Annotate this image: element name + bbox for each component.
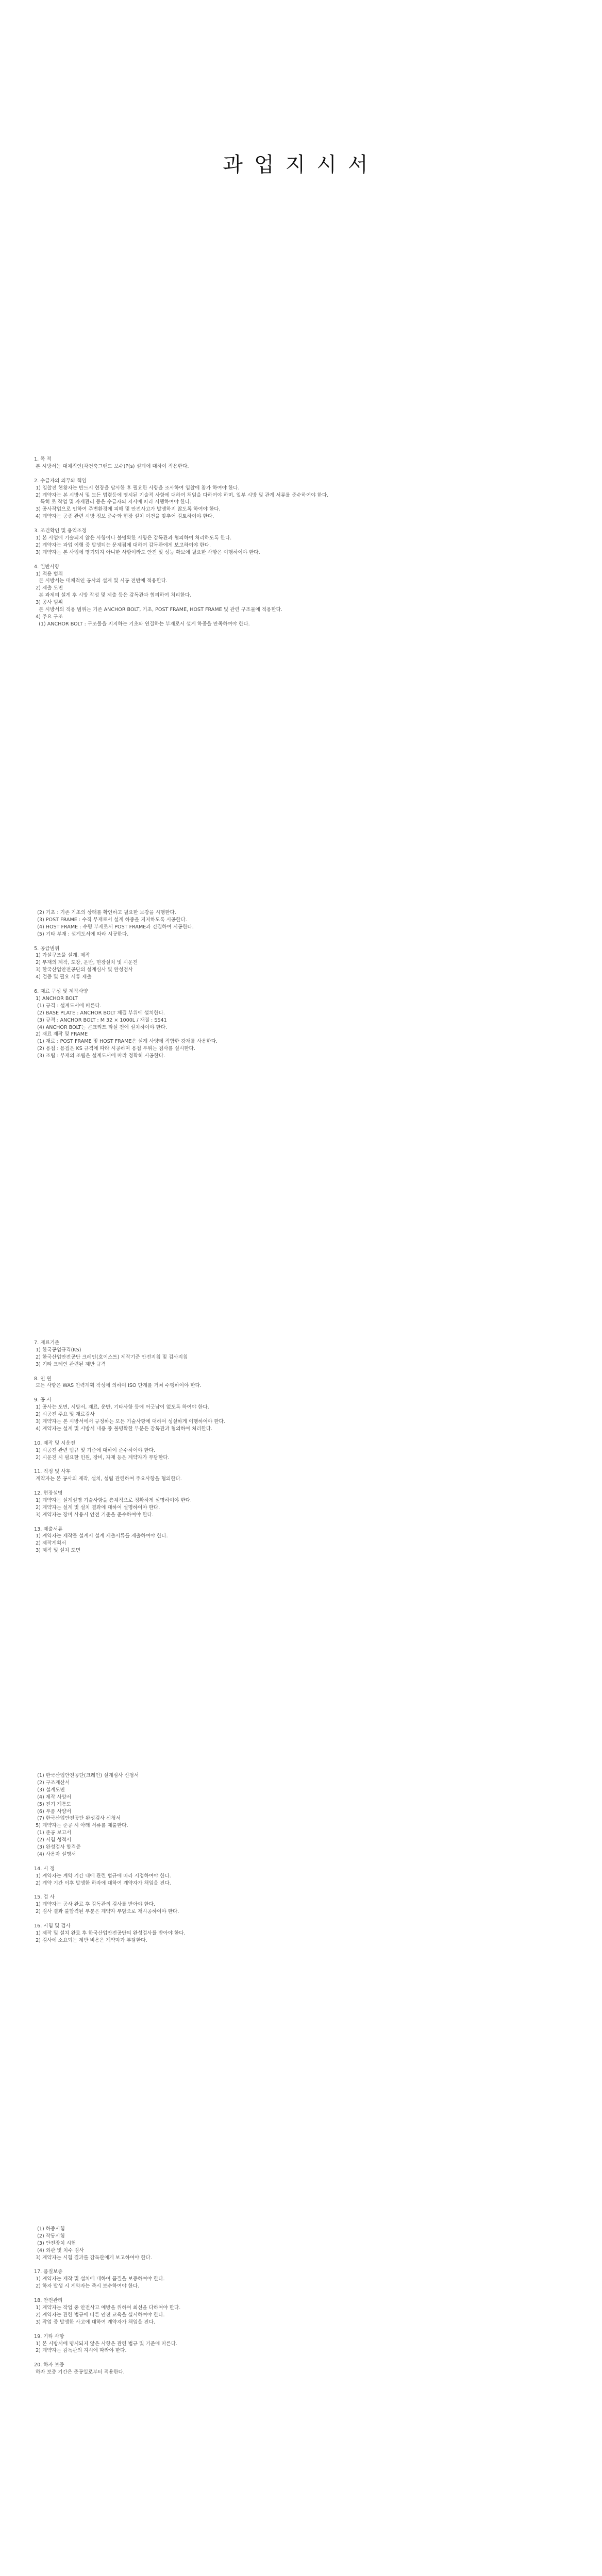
section-inspection <box>34 1772 570 1944</box>
section-materials <box>34 1340 570 1554</box>
section-text: 7. 재료기준 1) 한국공업규격(KS) 2) 한국산업안전공단 크레인(호이스트) 제작기준 안전지침 및 검사지침 3) 기타 크레인 관련된 제반 규격 8. 인 원 모든 사항은 WAS 인력계획 작성에 의하여 ISO 단계를 거쳐 수행하여야 한다. 9. 공 사 1) 공사는 도면, 시방서, 재료, 운반, 기타사항 등에 어긋남이 없도록 하여야 한다. 2) 시공전 주요 및 재료검사 3) 계약자는 본 시방서에서 규정하는 모든 기술사항에 대하여 성실하게 이행하여야 한다. 4) 계약자는 설계 및 시방서 내용 중 불명확한 부분은 감독관과 협의하여 처리한다. 10. 제작 및 시운전 1) 시공전 관련 법규 및 기준에 대하여 준수하여야 한다. 2) 시운전 시 필요한 인원, 장비, 자재 등은 계약자가 부담한다. 11. 적정 및 사후 계약자는 본 공사의 제작, 설치, 설립 관련하여 주요사항을 협의한다. 12. 현장설명 1) 계약자는 설계설명 기술사항을 총체적으로 정확하게 설명하여야 한다. 2) 계약자는 설계 및 설치 결과에 대하여 설명하여야 한다. 3) 계약자는 장비 사용시 안전 기준을 준수하여야 한다. 13. 제출서류 1) 계약자는 제작물 설계시 설계 제출서류를 제출하여야 한다. 2) 제작계획서 3) 제작 및 설치 도면 <box>34 1340 225 1554</box>
section-text: (1) 하중시험 (2) 작동시험 (3) 안전장치 시험 (4) 외관 및 치수 검사 3) 계약자는 시험 결과를 감독관에게 보고하여야 한다. 17. 품질보증 1) 계약자는 제작 및 설치에 대하여 품질을 보증하여야 한다. 2) 하자 발생 시 계약자는 즉시 보수하여야 한다. 18. 안전관리 1) 계약자는 작업 중 안전사고 예방을 위하여 최선을 다하여야 한다. 2) 계약자는 관련 법규에 따른 안전 교육을 실시하여야 한다. 3) 작업 중 발생한 사고에 대하여 계약자가 책임을 진다. 19. 기타 사항 1) 본 시방서에 명시되지 않은 사항은 관련 법규 및 기준에 따른다. 2) 계약자는 감독관의 지시에 따라야 한다. 20. 하자 보증 하자 보증 기간은 준공일로부터 적용한다. <box>34 2226 181 2376</box>
section-text: (2) 기초 : 기존 기초의 상태를 확인하고 필요한 보강을 시행한다. (3) POST FRAME : 수직 부재로서 설계 하중을 지지하도록 시공한다. (4) HOST FRAME : 수평 부재로서 POST FRAME과 긴결하여 시공한다. (5) 기타 부재 : 설계도서에 따라 시공한다. 5. 공급범위 1) 가설구조물 설계, 제작 2) 부재의 제작, 도장, 운반, 현장설치 및 시운전 3) 한국산업안전공단의 설계심사 및 완성검사 4) 검증 및 필요 서류 제출 6. 재료 구성 및 제작사양 1) ANCHOR BOLT (1) 규격 : 설계도서에 따른다. (2) BASE PLATE : ANCHOR BOLT 체결 부위에 설치한다. (3) 규격 : ANCHOR BOLT : M 32 × 1000L / 재질 : SS41 (4) ANCHOR BOLT는 콘크리트 타설 전에 설치하여야 한다. 2) 재료 제작 및 FRAME (1) 재료 : POST FRAME 및 HOST FRAME은 설계 사양에 적합한 강재를 사용한다. (2) 용접 : 용접은 KS 규격에 따라 시공하며 용접 부위는 검사를 실시한다. (3) 조립 : 부재의 조립은 설계도서에 따라 정확히 시공한다. <box>34 910 218 1059</box>
section-tests <box>34 2226 570 2376</box>
page-title: 과업지시서 <box>223 153 379 177</box>
section-standards <box>34 909 570 1060</box>
section-text: 1. 목 적 본 시방서는 대체적인(각건축그랜드 보수)P(s) 설계에 대하여 적용한다. 2. 수급자의 의무와 책임 1) 입찰전 현황자는 반드시 현장을 답사한 후 필요한 사항을 조사하여 입찰에 참가 하여야 한다. 2) 계약자는 본 시방서 및 모든 법령등에 명시된 기술적 사항에 대하여 책임을 다하여야 하며, 일부 시방 및 관계 서류를 준수하여야 한다. 특히 로 작업 및 자재관리 등은 수급자의 지시에 따라 시행하여야 한다. 3) 공사작업으로 인하여 주변환경에 피해 및 안전사고가 발생하지 않도록 하여야 한다. 4) 계약자는 공종 관련 시방 정보 준수와 현장 설치 여건을 맞추어 검토하여야 한다. 3. 조건확인 및 용역조정 1) 본 사업에 기술되지 않은 사항이나 불명확한 사항은 감독관과 협의하여 처리하도록 한다. 2) 계약자는 과업 이행 중 발생되는 문제점에 대하여 감독관에게 보고하여야 한다. 3) 계약자는 본 사업에 명기되지 아니한 사항이라도 안전 및 성능 확보에 필요한 사항은 이행하여야 한다. 4. 일반사항 1) 적용 범위 본 시방서는 대체적인 공사의 설계 및 시공 전반에 적용한다. 2) 제출 도면 본 과제의 설계 후 시방 작성 및 제출 등은 감독관과 협의하여 처리한다. 3) 공사 범위 본 시방서의 적용 범위는 기존 ANCHOR BOLT, 기초, POST FRAME, HOST FRAME 및 관련 구조물에 적용한다. 4) 주요 구조 (1) ANCHOR BOLT : 구조물을 지지하는 기초와 연결하는 부재로서 설계 하중을 만족하여야 한다. <box>34 456 329 627</box>
section-text: (1) 한국산업안전공단(크레인) 설계심사 신청서 (2) 구조계산서 (3) 설계도면 (4) 제작 사양서 (5) 전기 계통도 (6) 부품 사양서 (7) 한국산업안전공단 완성검사 신청서 5) 계약자는 준공 시 아래 서류를 제출한다. (1) 준공 보고서 (2) 시험 성적서 (3) 완성검사 합격증 (4) 사용자 설명서 14. 시 정 1) 계약자는 계약 기간 내에 관련 법규에 따라 시정하여야 한다. 2) 계약 기간 이후 발생한 하자에 대하여 계약자가 책임을 진다. 15. 검 사 1) 계약자는 공사 완료 후 감독관의 검사를 받아야 한다. 2) 검사 결과 불합격된 부분은 계약자 부담으로 재시공하여야 한다. 16. 시험 및 검사 1) 제작 및 설치 완료 후 한국산업안전공단의 완성검사를 받아야 한다. 2) 검사에 소요되는 제반 비용은 계약자가 부담한다. <box>34 1773 186 1943</box>
section-general <box>34 456 570 628</box>
